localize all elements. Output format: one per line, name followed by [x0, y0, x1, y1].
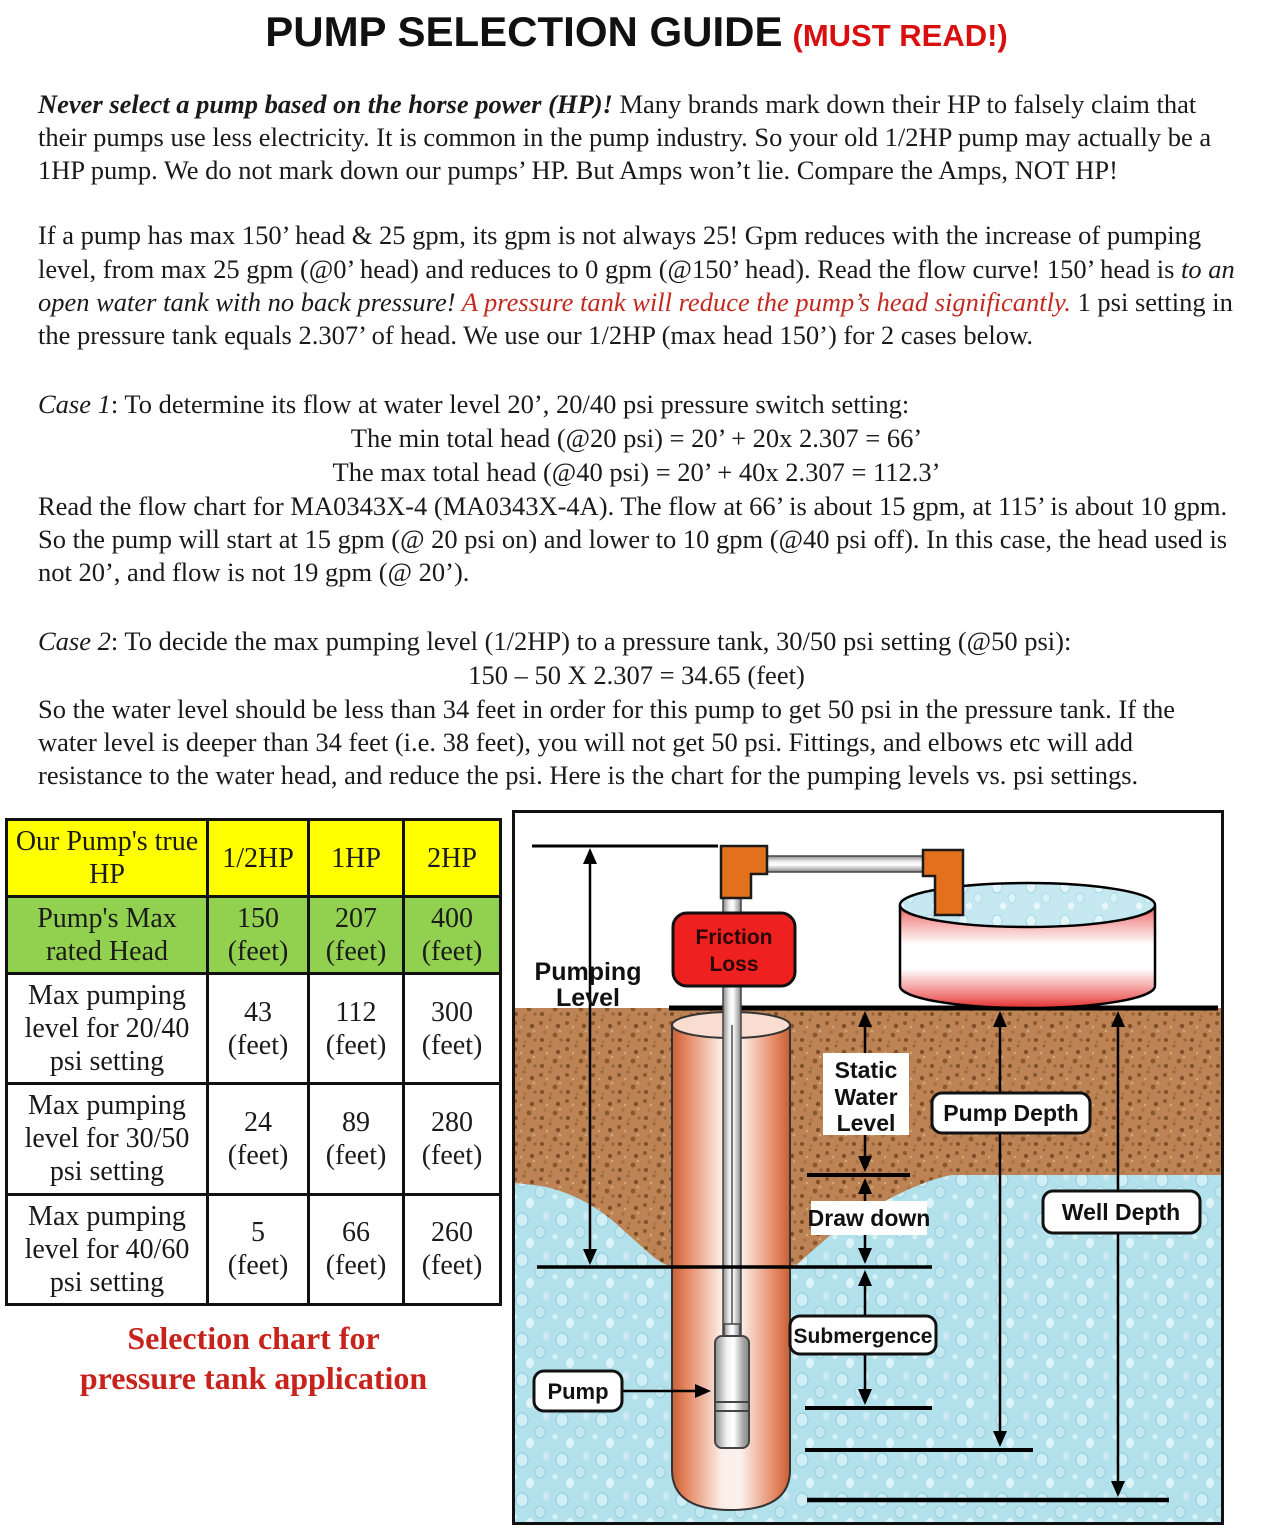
case2-block — [38, 625, 1235, 792]
case1-block — [38, 388, 1235, 589]
table-row-20-40-psi — [7, 974, 501, 1084]
pump-depth-label: Pump Depth — [943, 1100, 1079, 1127]
intro-lead-text: Never select a pump based on the horse power (HP)! — [38, 89, 613, 119]
case2-formula: 150 – 50 X 2.307 = 34.65 (feet) — [468, 660, 805, 691]
cell-value: 112 (feet) — [309, 974, 404, 1084]
friction-loss-label-line2: Loss — [709, 953, 759, 977]
table-caption-line1: Selection chart for — [127, 1319, 380, 1356]
row-label: Pump's Max rated Head — [7, 897, 208, 974]
case1-body-text: Read the flow chart for MA0343X-4 (MA0343X-4A). The flow at 66’ is about 15 gpm, at 115’ is about 10 gpm. So the pump will start at 15 gpm (@ 20 psi on) and lower to 10 gpm (@40 psi off). In this case, the head used is not 20’, and flow is not 19 gpm (@ 20’). — [38, 490, 1228, 588]
intro-paragraph — [38, 88, 1235, 187]
case2-body-text: So the water level should be less than 34 feet in order for this pump to get 50 psi in the pressure tank. If the water level is deeper than 34 feet (i.e. 38 feet), you will not get 50 psi. Fittings, and elbows etc will add resistance to the water head, and reduce the psi. Here is the chart for the pumping levels vs. psi settings. — [38, 693, 1176, 791]
well-depth-label: Well Depth — [1061, 1199, 1181, 1226]
submergence-label: Submergence — [793, 1325, 933, 1349]
flow-part2-text: 1 psi setting in the pressure tank equals 2.307’ of head. We use our 1/2HP (max head 150’) for 2 cases below. — [38, 286, 1233, 350]
case1-label: Case 1 — [38, 388, 111, 419]
cell-value: 207 (feet) — [309, 897, 404, 974]
cell-value: 400 (feet) — [404, 897, 501, 974]
cell-value: 260 (feet) — [404, 1194, 501, 1304]
horizontal-pipe — [752, 856, 932, 872]
header-col-2hp: 2HP — [404, 820, 501, 897]
well-pump-diagram — [512, 810, 1224, 1525]
page-title — [0, 8, 1273, 56]
bottom-section — [0, 818, 1273, 1530]
static-water-label-line2: Water — [834, 1084, 898, 1111]
row-label: Max pumping level for 30/50 psi setting — [7, 1084, 208, 1194]
cell-value: 300 (feet) — [404, 974, 501, 1084]
cell-value: 150 (feet) — [208, 897, 309, 974]
header-col-halfhp: 1/2HP — [208, 820, 309, 897]
table-caption — [5, 1318, 502, 1398]
table-row-max-rated-head — [7, 897, 501, 974]
pump-body — [715, 1336, 749, 1448]
flow-paragraph — [38, 219, 1235, 352]
intro-rest-text: Many brands mark down their HP to falsely claim that their pumps use less electricity. It is common in the pump industry. So your old 1/2HP pump may actually be a 1HP pump. We do not mark down our pumps’ HP. But Amps won’t lie. Compare the Amps, NOT HP! — [38, 89, 1212, 186]
table-header-row — [7, 820, 501, 897]
selection-table-column — [5, 818, 502, 1397]
friction-loss-label-line1: Friction — [695, 926, 773, 950]
flow-red-italic-text: A pressure tank will reduce the pump’s head significantly. — [461, 286, 1071, 317]
well-diagram-wrap — [512, 810, 1224, 1530]
case1-formula-max-head: The max total head (@40 psi) = 20’ + 40x 2.307 = 112.3’ — [332, 457, 941, 488]
case2-intro-text: : To decide the max pumping level (1/2HP) to a pressure tank, 30/50 psi setting (@50 psi): — [110, 626, 1072, 657]
case1-formula-min-head: The min total head (@20 psi) = 20’ + 20x 2.307 = 66’ — [350, 423, 923, 453]
cell-value: 24 (feet) — [208, 1084, 309, 1194]
flow-italic-text: to an open water tank with no back pressure! — [38, 253, 1235, 317]
table-row-30-50-psi — [7, 1084, 501, 1194]
static-water-label-line1: Static — [834, 1057, 898, 1084]
static-water-label-line3: Level — [836, 1110, 896, 1137]
pump-label: Pump — [547, 1379, 609, 1405]
cell-value: 43 (feet) — [208, 974, 309, 1084]
header-label-cell: Our Pump's true HP — [7, 820, 208, 897]
pump-selection-guide-page — [0, 8, 1273, 1508]
page-title-main: PUMP SELECTION GUIDE — [265, 8, 783, 55]
header-col-1hp: 1HP — [309, 820, 404, 897]
row-label: Max pumping level for 20/40 psi setting — [7, 974, 208, 1084]
case2-label: Case 2 — [38, 626, 111, 657]
page-title-warning: (MUST READ!) — [792, 18, 1008, 53]
table-caption-line2: pressure tank application — [79, 1359, 428, 1396]
flow-part1-text: If a pump has max 150’ head & 25 gpm, its gpm is not always 25! Gpm reduces with the increase of pumping level, from max 25 gpm (@0’ head) and reduces to 0 gpm (@150’ head). Read the flow curve! 150’ head is — [38, 220, 1202, 284]
cell-value: 66 (feet) — [309, 1194, 404, 1304]
pumping-level-label-line2: Level — [556, 984, 620, 1013]
case1-intro-text: : To determine its flow at water level 20’, 20/40 psi pressure switch setting: — [110, 388, 910, 419]
row-label: Max pumping level for 40/60 psi setting — [7, 1194, 208, 1304]
cell-value: 89 (feet) — [309, 1084, 404, 1194]
table-row-40-60-psi — [7, 1194, 501, 1304]
pump-selection-table — [5, 818, 502, 1305]
case1-intro-line — [38, 388, 1235, 421]
pumping-level-label-line1: Pumping — [534, 958, 642, 987]
draw-down-label: Draw down — [807, 1205, 931, 1232]
cell-value: 5 (feet) — [208, 1194, 309, 1304]
cell-value: 280 (feet) — [404, 1084, 501, 1194]
case2-intro-line — [38, 625, 1235, 658]
